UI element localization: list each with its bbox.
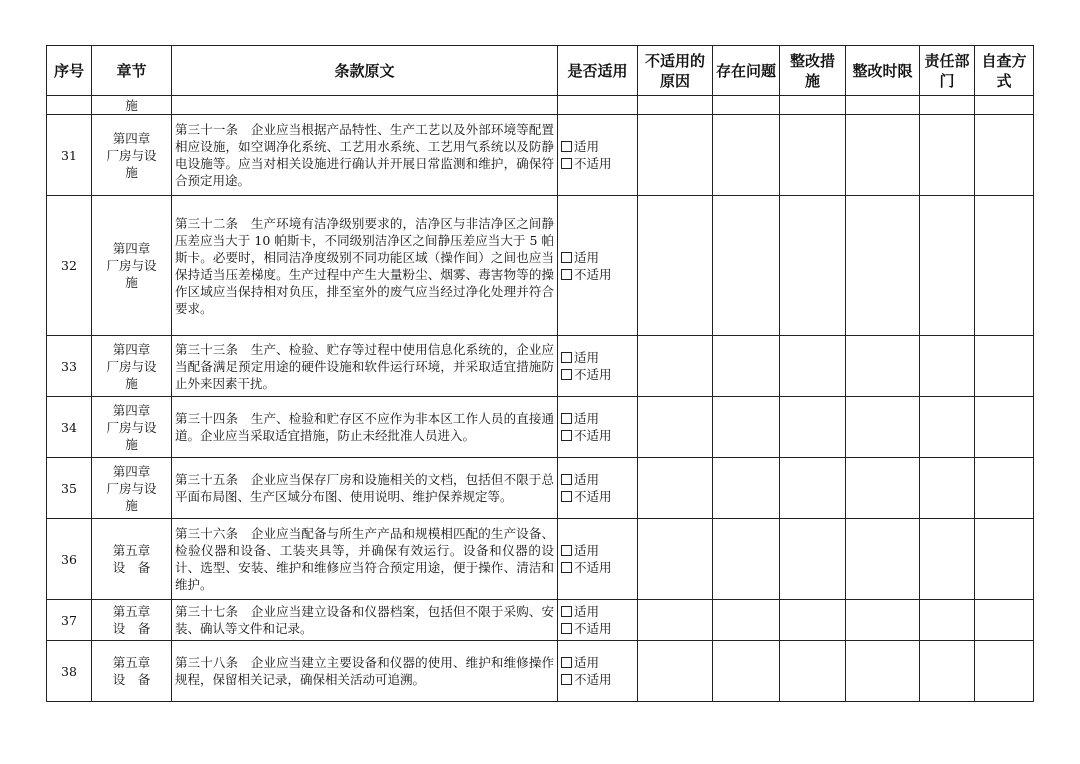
cell <box>558 96 638 115</box>
clause-text: 第三十一条 企业应当根据产品特性、生产工艺以及外部环境等配置相应设施，如空调净化系统、工艺用水系统、工艺用气系统以及防静电设施等。应当对相关设施进行确认并开展日常监测和维护，确保符合预定用途。 <box>172 115 558 196</box>
deadline-cell[interactable] <box>846 196 920 336</box>
dept-cell[interactable] <box>920 519 975 600</box>
clause-text: 第三十四条 生产、检验和贮存区不应作为非本区工作人员的直接通道。企业应当采取适宜措施，防止未经批准人员进入。 <box>172 397 558 458</box>
header-deadline: 整改时限 <box>846 46 920 96</box>
issue-cell[interactable] <box>713 115 780 196</box>
cell[interactable] <box>713 96 780 115</box>
table-row <box>47 336 1034 397</box>
checkbox-icon[interactable] <box>561 657 572 668</box>
row-chapter: 第四章 厂房与设 施 <box>92 458 172 519</box>
clause-text: 第三十七条 企业应当建立设备和仪器档案，包括但不限于采购、安装、确认等文件和记录。 <box>172 600 558 641</box>
option-not-applicable[interactable] <box>561 671 634 688</box>
option-label: 不适用 <box>574 672 612 687</box>
applicable-options <box>558 641 638 702</box>
issue-cell[interactable] <box>713 519 780 600</box>
deadline-cell[interactable] <box>846 519 920 600</box>
issue-cell[interactable] <box>713 600 780 641</box>
deadline-cell[interactable] <box>846 397 920 458</box>
option-applicable[interactable] <box>561 654 634 671</box>
option-not-applicable[interactable] <box>561 620 634 637</box>
row-chapter: 第四章 厂房与设 施 <box>92 336 172 397</box>
measure-cell[interactable] <box>780 458 846 519</box>
continuation-chapter: 施 <box>92 96 172 115</box>
measure-cell[interactable] <box>780 600 846 641</box>
checkbox-icon[interactable] <box>561 252 572 263</box>
reason-cell[interactable] <box>638 641 713 702</box>
checkbox-icon[interactable] <box>561 545 572 556</box>
row-number: 34 <box>47 397 92 458</box>
measure-cell[interactable] <box>780 641 846 702</box>
dept-cell[interactable] <box>920 458 975 519</box>
reason-cell[interactable] <box>638 519 713 600</box>
deadline-cell[interactable] <box>846 458 920 519</box>
option-not-applicable[interactable] <box>561 427 634 444</box>
cell[interactable] <box>975 96 1034 115</box>
checkbox-icon[interactable] <box>561 352 572 363</box>
reason-cell[interactable] <box>638 336 713 397</box>
header-clause: 条款原文 <box>172 46 558 96</box>
method-cell[interactable] <box>975 196 1034 336</box>
measure-cell[interactable] <box>780 336 846 397</box>
header-row <box>47 46 1034 96</box>
table-row <box>47 600 1034 641</box>
checkbox-icon[interactable] <box>561 141 572 152</box>
option-label: 适用 <box>574 350 600 365</box>
cell <box>47 96 92 115</box>
option-label: 适用 <box>574 411 600 426</box>
measure-cell[interactable] <box>780 115 846 196</box>
option-applicable[interactable] <box>561 603 634 620</box>
header-reason: 不适用的原因 <box>638 46 713 96</box>
row-chapter: 第五章 设 备 <box>92 519 172 600</box>
option-applicable[interactable] <box>561 542 634 559</box>
row-number: 36 <box>47 519 92 600</box>
row-number: 33 <box>47 336 92 397</box>
clause-text: 第三十二条 生产环境有洁净级别要求的，洁净区与非洁净区之间静压差应当大于 10 帕斯卡，不同级别洁净区之间静压差应当大于 5 帕斯卡。必要时，相同洁净度级别不同功能区域（操作间）之间也应当保持适当压差梯度。生产过程中产生大量粉尘、烟雾、毒害物等的操作区域应当保持相对负压，排至室外的废气应当经过净化处理并符合要求。 <box>172 196 558 336</box>
checkbox-icon[interactable] <box>561 369 572 380</box>
applicable-options <box>558 196 638 336</box>
reason-cell[interactable] <box>638 600 713 641</box>
checkbox-icon[interactable] <box>561 674 572 685</box>
option-label: 不适用 <box>574 266 612 282</box>
header-applicable: 是否适用 <box>558 46 638 96</box>
reason-cell[interactable] <box>638 115 713 196</box>
checkbox-icon[interactable] <box>561 158 572 169</box>
checkbox-icon[interactable] <box>561 491 572 502</box>
option-label: 不适用 <box>574 489 612 504</box>
cell[interactable] <box>920 96 975 115</box>
deadline-cell[interactable] <box>846 115 920 196</box>
checkbox-icon[interactable] <box>561 623 572 634</box>
option-applicable[interactable] <box>561 249 634 266</box>
table-row <box>47 641 1034 702</box>
table-row <box>47 397 1034 458</box>
option-applicable[interactable] <box>561 349 634 366</box>
option-label: 适用 <box>574 139 600 154</box>
row-chapter: 第五章 设 备 <box>92 641 172 702</box>
row-number: 38 <box>47 641 92 702</box>
header-measure: 整改措施 <box>780 46 846 96</box>
row-chapter: 第四章 厂房与设 施 <box>92 397 172 458</box>
issue-cell[interactable] <box>713 641 780 702</box>
header-dept: 责任部门 <box>920 46 975 96</box>
deadline-cell[interactable] <box>846 600 920 641</box>
method-cell[interactable] <box>975 519 1034 600</box>
checkbox-icon[interactable] <box>561 474 572 485</box>
clause-text: 第三十三条 生产、检验、贮存等过程中使用信息化系统的，企业应当配备满足预定用途的硬件设施和软件运行环境，并采取适宜措施防止外来因素干扰。 <box>172 336 558 397</box>
option-not-applicable[interactable] <box>561 155 634 172</box>
option-label: 适用 <box>574 655 600 670</box>
dept-cell[interactable] <box>920 600 975 641</box>
cell[interactable] <box>638 96 713 115</box>
option-label: 适用 <box>574 249 600 265</box>
option-not-applicable[interactable] <box>561 366 634 383</box>
method-cell[interactable] <box>975 458 1034 519</box>
reason-cell[interactable] <box>638 458 713 519</box>
cell <box>172 96 558 115</box>
table-row <box>47 115 1034 196</box>
method-cell[interactable] <box>975 336 1034 397</box>
row-chapter: 第四章 厂房与设 施 <box>92 196 172 336</box>
table-row <box>47 458 1034 519</box>
table-row <box>47 519 1034 600</box>
clause-text: 第三十五条 企业应当保存厂房和设施相关的文档，包括但不限于总平面布局图、生产区域分布图、使用说明、维护保养规定等。 <box>172 458 558 519</box>
measure-cell[interactable] <box>780 196 846 336</box>
method-cell[interactable] <box>975 641 1034 702</box>
issue-cell[interactable] <box>713 196 780 336</box>
deadline-cell[interactable] <box>846 336 920 397</box>
header-chapter: 章节 <box>92 46 172 96</box>
issue-cell[interactable] <box>713 336 780 397</box>
dept-cell[interactable] <box>920 641 975 702</box>
option-label: 不适用 <box>574 428 612 443</box>
option-not-applicable[interactable] <box>561 266 634 283</box>
method-cell[interactable] <box>975 600 1034 641</box>
checkbox-icon[interactable] <box>561 413 572 424</box>
option-label: 不适用 <box>574 560 612 575</box>
header-issue: 存在问题 <box>713 46 780 96</box>
row-number: 37 <box>47 600 92 641</box>
option-applicable[interactable] <box>561 410 634 427</box>
checkbox-icon[interactable] <box>561 562 572 573</box>
applicable-options <box>558 458 638 519</box>
checkbox-icon[interactable] <box>561 430 572 441</box>
option-label: 适用 <box>574 604 600 619</box>
row-number: 32 <box>47 196 92 336</box>
issue-cell[interactable] <box>713 458 780 519</box>
applicable-options <box>558 600 638 641</box>
self-inspection-table <box>46 45 1034 702</box>
option-label: 不适用 <box>574 621 612 636</box>
option-applicable[interactable] <box>561 471 634 488</box>
dept-cell[interactable] <box>920 115 975 196</box>
applicable-options <box>558 336 638 397</box>
deadline-cell[interactable] <box>846 641 920 702</box>
applicable-options <box>558 519 638 600</box>
cell[interactable] <box>846 96 920 115</box>
dept-cell[interactable] <box>920 196 975 336</box>
applicable-options <box>558 115 638 196</box>
checkbox-icon[interactable] <box>561 606 572 617</box>
option-not-applicable[interactable] <box>561 559 634 576</box>
clause-text: 第三十八条 企业应当建立主要设备和仪器的使用、维护和维修操作规程，保留相关记录，确保相关活动可追溯。 <box>172 641 558 702</box>
option-label: 不适用 <box>574 156 612 171</box>
option-label: 适用 <box>574 472 600 487</box>
method-cell[interactable] <box>975 115 1034 196</box>
reason-cell[interactable] <box>638 397 713 458</box>
option-applicable[interactable] <box>561 138 634 155</box>
issue-cell[interactable] <box>713 397 780 458</box>
option-not-applicable[interactable] <box>561 488 634 505</box>
row-number: 35 <box>47 458 92 519</box>
applicable-options <box>558 397 638 458</box>
dept-cell[interactable] <box>920 336 975 397</box>
row-chapter: 第五章 设 备 <box>92 600 172 641</box>
clause-text: 第三十六条 企业应当配备与所生产产品和规模相匹配的生产设备、检验仪器和设备、工装夹具等，并确保有效运行。设备和仪器的设计、选型、安装、维护和维修应当符合预定用途，便于操作、清洁和维护。 <box>172 519 558 600</box>
row-number: 31 <box>47 115 92 196</box>
reason-cell[interactable] <box>638 196 713 336</box>
method-cell[interactable] <box>975 397 1034 458</box>
option-label: 适用 <box>574 543 600 558</box>
row-chapter: 第四章 厂房与设 施 <box>92 115 172 196</box>
checkbox-icon[interactable] <box>561 269 572 280</box>
continuation-row <box>47 96 1034 115</box>
dept-cell[interactable] <box>920 397 975 458</box>
table-row <box>47 196 1034 336</box>
option-label: 不适用 <box>574 367 612 382</box>
header-no: 序号 <box>47 46 92 96</box>
header-method: 自查方式 <box>975 46 1034 96</box>
measure-cell[interactable] <box>780 397 846 458</box>
cell[interactable] <box>780 96 846 115</box>
measure-cell[interactable] <box>780 519 846 600</box>
